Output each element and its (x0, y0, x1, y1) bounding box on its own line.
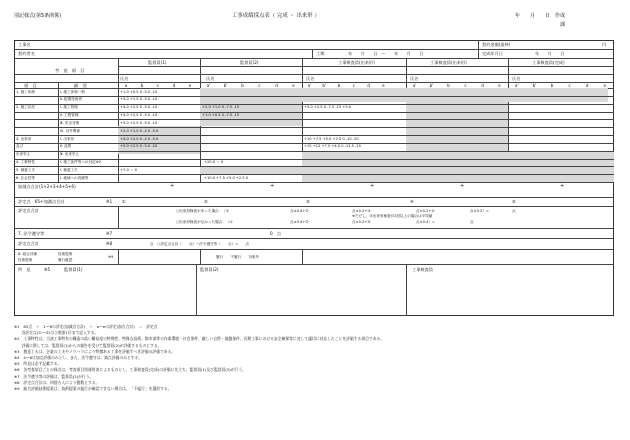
col-item-header: 項 目 (24, 83, 37, 88)
plus-2: + (270, 183, 275, 189)
row-divider (14, 119, 614, 120)
footnotes: ※1 65点 ＋ 1〜6の評定(加減点合計) ＋ a〜eの評定(加点合計) ＝ 評定点 各評定点(①〜⑤)は小数第1位まで記入する。 ※2 工事特性は、当該工事特有の構造の高い難易度の特殊性、特殊な技術、都市部等の作業環境・社会条件、厳しい自然・地盤条件、長期工事における安全確保等に対して適切に対応したことを評価する項目である。 評価に際しては、監督員(1)からの報告を受けて監督員(2)が評価するものとする。 ※3 創意工夫は、企業の工夫やノウハウにより特徴ある工事を評価すべき評価の評価である。 ※4 4〜6は加点評価のみとし、また、法令遵守は、減点評価のみとする。 ※5 所見は必ず記載する。 ※6 各考査項目ごとの採点は、考査項目別運用表によるものとし、工事検査員(完成)の評価に先立ち、監督員(1)及び監督員(2)が行う。 ※7 法令遵守等の評価は、監督員(2)が行う。 ※8 評定点合計は、四捨五入により整数とする。 ※9 総合評価技術提案は、技術提案の履行が確認できない場合は、「不履行」を選択する。 (14, 324, 385, 392)
social-values: +10.0 +7.5 +5.0 +2.5 0 (204, 175, 249, 180)
add-sub-total-label: 加減点合計(1+2+3+4+5+6) (18, 184, 76, 189)
law-mark: ※7 (106, 231, 113, 236)
inspector-done-header: 工事検査員(完成) (532, 60, 565, 65)
row-values: +2.0 +1.0 0 -2.5 -5.0 (120, 128, 159, 133)
tech-label-1: 技術提案 (58, 252, 73, 256)
remarks-supervisor2: 監督員(2) (200, 267, 219, 272)
row-divider (14, 112, 614, 113)
formula2b: 点×0.4+② (290, 220, 309, 224)
row-sub: Ⅰ. 出来形 (60, 136, 75, 141)
row-sub: Ⅳ. 対外関係 (60, 128, 80, 133)
tech-label-2: 技術提案 (18, 258, 33, 262)
name-label-3: 氏名 (306, 76, 315, 81)
row-item: 及び (16, 144, 24, 149)
remarks-supervisor1: 監督員(1) (64, 267, 83, 272)
period-value: 年 月 日 〜 年 月 日 (348, 51, 424, 56)
supervisor2-header: 監督員(2) (240, 60, 259, 65)
inspector-out2-header: 工事検査員(出来形) (430, 60, 467, 65)
row-item: 出来栄え (16, 152, 31, 157)
eval-item-header: 考 査 項 目 (55, 68, 85, 73)
name-label-1: 氏名 (120, 76, 129, 81)
yen-label: 円 (602, 42, 607, 47)
row-values: +7.0 〜 0 (120, 167, 137, 172)
completion-value: 年 月 日 (535, 51, 565, 56)
tech-mark: ※9 (108, 255, 114, 259)
row-item: 3. 出来形 (16, 136, 32, 141)
remarks-label: 所 見 (18, 267, 31, 272)
row-sub: Ⅰ. 創意工夫 (60, 167, 78, 172)
formula2e: 点 (470, 220, 474, 224)
plus-4: + (460, 183, 465, 189)
row-sub: Ⅰ. 地域への貢献等 (60, 175, 89, 180)
row-values: +4.0 +2.0 0 -5.0 -10 (120, 105, 158, 110)
final-total-label: 評定点合計 (18, 241, 39, 246)
circle-1: ① (122, 199, 126, 204)
row-values: +4.0 +2.0 0 -2.5 -5.0 (120, 136, 159, 141)
plus-3: + (370, 183, 375, 189)
row-values: +3.0 +1.5 0 -5.0 -10 (120, 97, 158, 102)
name-label-4: 氏名 (410, 76, 419, 81)
row-sub: Ⅱ. 配置技術者 (60, 97, 83, 102)
row-item: 4. 工事特性 (16, 160, 35, 164)
formula1f: 点 (512, 209, 516, 213)
sup2-values-row-4: +1.0 +0.5 0 -7.5 -15 (202, 113, 240, 117)
eval-score-label: 評定点 65+加減点合計 (18, 199, 65, 204)
row-values: +5.0 +2.5 0 -5.0 -10 (120, 120, 158, 125)
page-title: 工事成績採点表（ 完成 ・ 出来形 ） (232, 13, 320, 19)
formula2d: 点×0.4）= (416, 220, 435, 224)
name-label-5: 氏名 (512, 76, 521, 81)
row-divider (14, 127, 614, 128)
grade-header-sup2: a' b' b c d e (206, 83, 295, 88)
contractor-label: 契約者名 (18, 51, 35, 56)
row-item: 6. 社会性等 (16, 175, 35, 180)
formula1e: 点×0.2）= (470, 209, 489, 213)
row-divider (14, 166, 614, 167)
formula1b: 点×0.4+② (290, 209, 309, 213)
contract-eval-label: 8. 総合評価 (18, 252, 37, 256)
completion-label: 完成年月日 (482, 51, 503, 56)
period-label: 工期 (316, 51, 325, 56)
row-sub: Ⅰ. 施工条件等への対応※2 (60, 160, 101, 164)
law-label: 7. 法令遵守等 (18, 231, 45, 236)
grade-header-insp1: a' b' b c d e (307, 83, 385, 88)
insp-values-b: +10 +7.5 +5.0 +2.5 0 -10 -20 (304, 136, 359, 141)
row-divider (14, 159, 614, 160)
inspector-out-header: 工事検査員(出来形) (338, 60, 375, 65)
form-number: 別記様式(第5条関係) (14, 13, 62, 19)
row-item: 2. 施工状況 (16, 105, 35, 110)
row-values: +5.0 +2.5 0 -5.0 -10 (120, 144, 158, 149)
row-divider (14, 96, 614, 97)
row-sub: Ⅰ. 施工管理 (60, 105, 78, 110)
remarks-mark: ※5 (44, 267, 51, 272)
circle-4: ④ (410, 199, 414, 204)
row-sub: Ⅲ. 出来栄え (60, 152, 80, 157)
law-value: 0 点 (270, 231, 282, 236)
formula1g: ※ただし、③出来形検査が2回以上の場合は平均値 (352, 214, 433, 218)
formula2: ○出来形検査がなかった場合：（① (176, 220, 233, 224)
circle-2: ② (204, 199, 208, 204)
row-item: 5. 創意工夫 (16, 167, 35, 172)
col-sub-header: 細 別 (74, 83, 87, 88)
grade-header-insp2: a' b' b c d e (412, 83, 501, 88)
eval-mark: ※1 (106, 199, 113, 204)
circle-5: ⑤ (512, 199, 516, 204)
formula1: ○出来形検査があった場合：（① (176, 209, 230, 213)
created-date: 年 月 日 作成 (515, 13, 566, 19)
eval-total-label: 評定点合計 (18, 208, 39, 213)
row-sub: Ⅰ. 施工体制一般 (60, 89, 85, 94)
name-label-2: 氏名 (206, 76, 215, 81)
contract-amount-label: 契約金額(最終) (482, 42, 511, 47)
row-values: +1.0 +0.5 0 -5.0 -10 (120, 89, 158, 94)
plus-1: + (170, 183, 175, 189)
insp-values-c: +15 +12 +7.5 +4.0 0 -12.5 -25 (304, 144, 361, 149)
formula1c: 点×0.2+③ (352, 209, 371, 213)
tech-options[interactable]: 履行 不履行 対象外 (216, 255, 260, 259)
row-divider (14, 174, 614, 175)
formula2c: 点×0.2+⑤ (352, 220, 371, 224)
final-formula: 点 ○評定点合計（ 点）−法令遵守等（ 点）= 点 (150, 242, 250, 246)
row-sub: Ⅱ. 品質 (60, 144, 72, 149)
formula1d: 点×0.2+④ (416, 209, 435, 213)
project-name-label: 工事名 (18, 42, 31, 47)
supervisor1-header: 監督員(1) (148, 60, 167, 65)
tech-label-3: 履行確認 (58, 258, 73, 262)
row-item: 1. 施工体制 (16, 89, 35, 94)
final-mark: ※8 (106, 241, 113, 246)
insp-values-a: +5.0 +2.5 0 -7.5 -15 +5.0 (304, 105, 352, 110)
circle-3: ③ (306, 199, 310, 204)
grade-header-insp3: a' b' b c d e (515, 83, 606, 88)
plus-5: + (560, 183, 565, 189)
sup2-values-row-3: +2.0 +1.0 0 -7.5 -15 (202, 105, 240, 110)
row-values: +4.0 +2.0 0 -5.0 -10 (120, 113, 158, 117)
department-label: 課 (560, 22, 566, 28)
grade-header-sup1: a b c d e (124, 83, 192, 88)
row-sub: Ⅱ. 工程管理 (60, 113, 79, 117)
char-values: +20.0 〜 0 (204, 160, 224, 164)
row-divider (14, 151, 614, 152)
remarks-inspector: 工事検査員 (412, 267, 433, 272)
row-sub: Ⅲ. 安全対策 (60, 120, 80, 125)
